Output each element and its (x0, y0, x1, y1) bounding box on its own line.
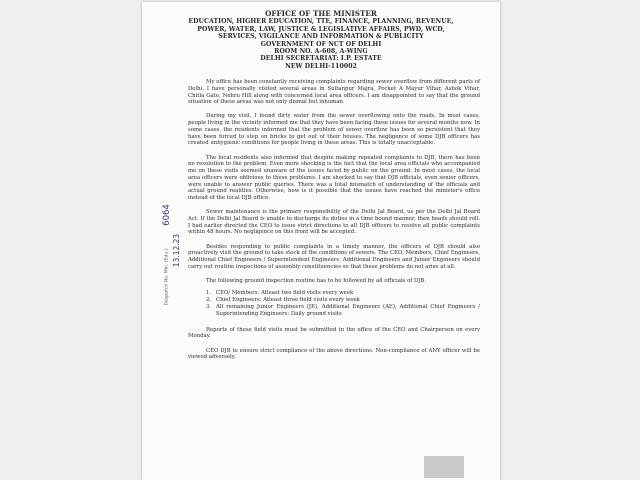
list-text: CEO/ Members: Atleast two field visits every week (216, 290, 354, 297)
paragraph-complaints: My office has been constantly receiving complaints regarding sewer overflow from different parts of Delhi. I have personally visited several areas in Sultanpur Majra, Pocket A Mayur Vihar, Ashok Vihar, Chitla Gate, Nehru Hill along with concerned local area officers. I am disappointed to say that the ground situation of these areas was not only dismal but inhuman. (188, 79, 480, 106)
inspection-list (206, 290, 480, 318)
list-text: All remaining Junior Engineers (JE), Additional Engineers (AE), Additional Chief Engineers / Superintending Engineers: Daily ground visits (216, 304, 480, 317)
government-line: GOVERNMENT OF NCT OF DELHI (260, 40, 382, 48)
paragraph-compliance: CEO DJB to ensure strict compliance of the above directions. Non-compliance of ANY officer will be viewed adversely. (188, 347, 480, 361)
list-item (206, 297, 480, 304)
letter-page (142, 2, 500, 480)
list-number: 2. (206, 297, 212, 304)
list-number: 1. (206, 290, 212, 297)
paragraph-reports: Reports of these field visits must be submitted in the office of the CEO and Chairperson on every Monday. (188, 326, 480, 340)
paragraph-routine: The following ground inspection routine has to be followed by all officials of DJB. (206, 277, 427, 284)
despatch-label: Despatch No. Min. (Edu.) (164, 248, 170, 306)
despatch-stamp (146, 188, 186, 308)
paragraph-residents: The local residents also informed that despite making repeated complaints to DJB, there has been no resolution to the problem. Even more shocking is the fact that the local area officials who accompanied me on these visits seemed unaware of the issues faced by public on the ground. In most cases, the local area officers were oblivious to these problems. I am shocked to say that DJB officials, even senior officers, were unable to answer public queries. There was a total mismatch of understanding of the officials and actual ground realities. Otherwise, how is it possible that the issues have reached the minister's office instead of the local DJB office. (188, 154, 480, 202)
despatch-date: 13.12.23 (172, 233, 182, 268)
list-item (206, 304, 480, 318)
office-title: OFFICE OF THE MINISTER (265, 9, 377, 18)
list-number: 3. (206, 304, 212, 311)
letter-body (188, 79, 480, 368)
list-item (206, 290, 480, 297)
despatch-number: 6064 (161, 204, 172, 226)
secretariat-line: DELHI SECRETARIAT: I.P. ESTATE (260, 55, 382, 63)
city-line: NEW DELHI-110002 (285, 62, 357, 70)
paragraph-inspections: Besides responding to public complaints in a timely manner, the officers of DJB should also proactively visit the ground to take stock of the conditions of sewers. The CEO, Members, Chief Engineers, Additional Chief Engineers / Superintendent Engineers, Additional Engineers and Junior Engineers should carry out routine inspections of assembly constituencies so that these problems do not arise at all. (188, 243, 480, 270)
room-line: ROOM NO. A-608, A-WING (274, 48, 368, 56)
portfolio-line-3: SERVICES, VIGILANCE AND INFORMATION & PUBLICITY (218, 33, 424, 41)
redacted-signature (424, 456, 464, 478)
portfolio-line-2: POWER, WATER, LAW, JUSTICE & LEGISLATIVE AFFAIRS, PWD, WCD, (197, 25, 445, 33)
portfolio-line-1: EDUCATION, HIGHER EDUCATION, TTE, FINANCE, PLANNING, REVENUE, (188, 18, 454, 26)
paragraph-maintenance: Sewer maintenance is the primary responsibility of the Delhi Jal Board, us per the Delhi Jal Board Act. If the Delhi Jal Board is unable to discharge its duties in a time bound manner, then heads should roll. I had earlier directed the CEO to issue strict directions to all DJB officers to resolve all public complaints within 48 hours. No negligence on this front will be accepted. (188, 209, 480, 236)
paragraph-visit: During my visit, I found dirty water from the sewer overflowing onto the roads. In most cases, people living in the vicinity informed me that they have been facing these issues for several months now. In some cases, the residents informed that the problem of sewer overflow has been so persistent that they have been forced to step on bricks to get out of their houses. The negligence of some DJB officers has created unhygienic conditions for people living in these areas. This is totally unacceptable. (188, 113, 480, 147)
letterhead (156, 10, 486, 70)
list-text: Chief Engineers: Atleast three field visits every week (216, 297, 360, 304)
